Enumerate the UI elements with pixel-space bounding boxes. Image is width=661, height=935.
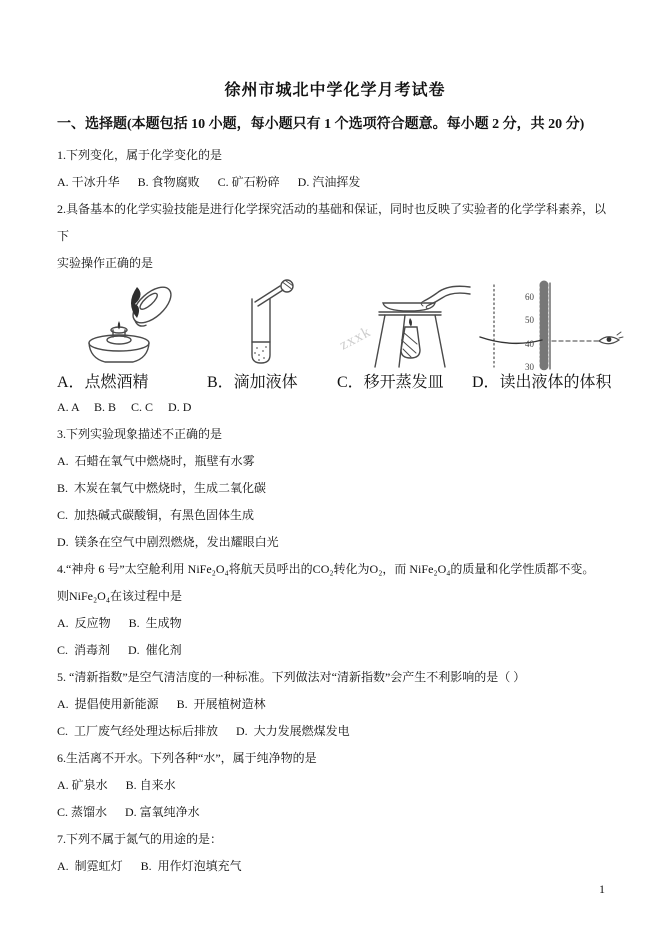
- section-heading: 一、选择题(本题包括 10 小题，每小题只有 1 个选项符合题意。每小题 2 分，共 20 分): [57, 117, 585, 132]
- figure-d-caption: D．读出液体的体积: [472, 374, 612, 391]
- figure-b-caption: B．滴加液体: [207, 374, 298, 391]
- q3-option-c: C. 加热碱式碳酸铜，有黑色固体生成: [57, 508, 255, 522]
- q7-options: A. 制霓虹灯 B. 用作灯泡填充气: [57, 859, 242, 873]
- cylinder-tick-50: 50: [525, 315, 534, 325]
- q2-figures-row: [57, 279, 627, 394]
- q2-options: A. A B. B C. C D. D: [57, 400, 192, 414]
- q6-options-line2: C. 蒸馏水 D. 富氧纯净水: [57, 805, 200, 819]
- q6-options-line1: A. 矿泉水 B. 自来水: [57, 778, 176, 792]
- q4-stem-line1: 4.“神舟 6 号”太空舱利用 NiFe₂O₄将航天员呼出的CO₂转化为O₂，而 NiFe₂O₄的质量和化学性质都不变。: [57, 562, 595, 576]
- q3-option-a: A. 石蜡在氧气中燃烧时，瓶壁有水雾: [57, 454, 255, 468]
- watermark-text: zxxk: [337, 323, 374, 354]
- q1-stem: 1.下列变化，属于化学变化的是: [57, 148, 223, 162]
- page-number: 1: [599, 882, 605, 896]
- q3-stem: 3.下列实验现象描述不正确的是: [57, 427, 223, 441]
- q3-option-b: B. 木炭在氧气中燃烧时，生成二氧化碳: [57, 481, 267, 495]
- test-tube-dropper-icon: [207, 279, 337, 371]
- q5-stem: 5. “清新指数”是空气清洁度的一种标准。下列做法对“清新指数”会产生不利影响的是（ ）: [57, 670, 526, 684]
- figure-a-caption: A．点燃酒精: [57, 374, 149, 391]
- figure-d: [472, 279, 627, 394]
- cylinder-tick-60: 60: [525, 292, 534, 302]
- q4-stem-line2: 则NiFe₂O₄在该过程中是: [57, 589, 183, 603]
- q5-options-line1: A. 提倡使用新能源 B. 开展植树造林: [57, 697, 266, 711]
- q4-options-line1: A. 反应物 B. 生成物: [57, 616, 182, 630]
- q3-option-d: D. 镁条在空气中剧烈燃烧，发出耀眼白光: [57, 535, 279, 549]
- evaporating-dish-tripod-icon: [337, 279, 472, 371]
- q1-options: A. 干冰升华 B. 食物腐败 C. 矿石粉碎 D. 汽油挥发: [57, 175, 361, 189]
- q2-stem-line2: 实验操作正确的是: [57, 256, 154, 270]
- cylinder-tick-40: 40: [525, 339, 534, 349]
- graduated-cylinder-reading-icon: [472, 279, 627, 371]
- exam-paper-content: [57, 78, 613, 880]
- cylinder-tick-30: 30: [525, 362, 534, 371]
- q4-options-line2: C. 消毒剂 D. 催化剂: [57, 643, 182, 657]
- figure-b: [207, 279, 337, 394]
- q7-stem: 7.下列不属于氮气的用途的是：: [57, 832, 223, 846]
- figure-c: [337, 279, 472, 394]
- q6-stem: 6.生活离不开水。下列各种“水”，属于纯净物的是: [57, 751, 317, 765]
- figure-a: [57, 279, 207, 394]
- q2-stem-line1: 2.具备基本的化学实验技能是进行化学探究活动的基础和保证，同时也反映了实验者的化学学科素养，以下: [57, 202, 607, 243]
- alcohol-lamp-lighting-icon: [57, 279, 207, 371]
- q5-options-line2: C. 工厂废气经处理达标后排放 D. 大力发展燃煤发电: [57, 724, 350, 738]
- page-title: 徐州市城北中学化学月考试卷: [224, 82, 446, 99]
- figure-c-caption: C．移开蒸发皿: [337, 374, 444, 391]
